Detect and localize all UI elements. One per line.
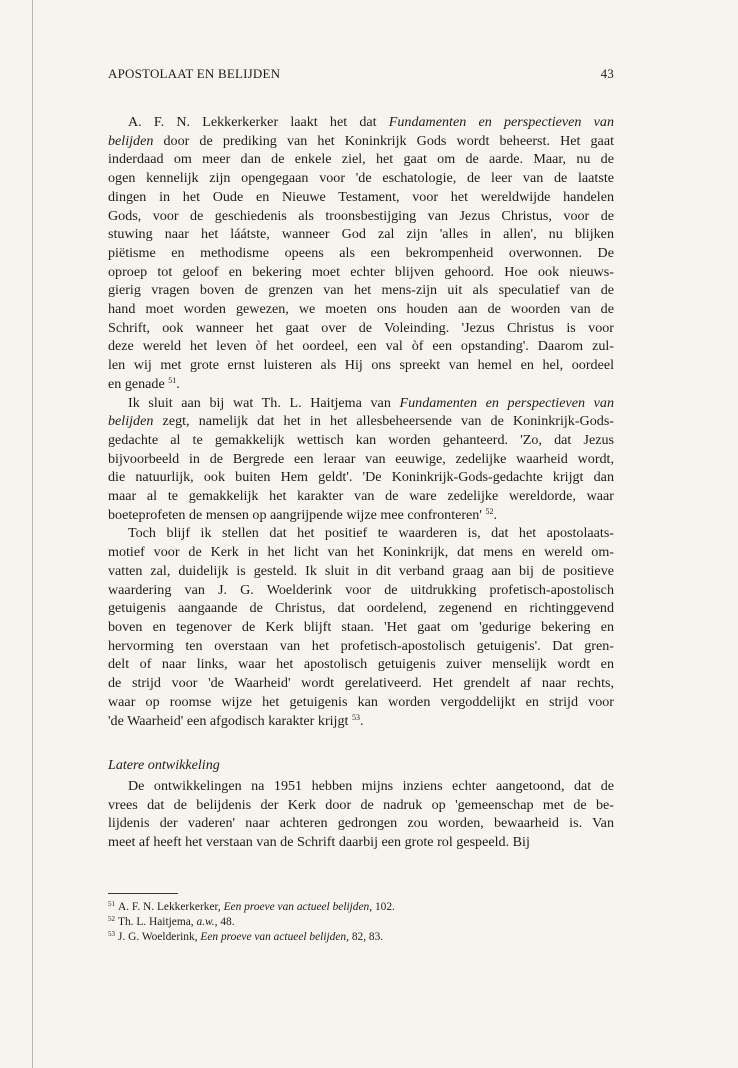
last-paragraph-line: De ontwikkelingen na 1951 hebben mijns inziens echter aangetoond, dat de: [128, 777, 614, 794]
footnote-author: Th. L. Haitjema,: [118, 916, 194, 928]
paragraph-line: hervorming ten overstaan van het profetisch-apostolisch getuigenis'. Dat gren-: [108, 637, 614, 654]
footnote-number: 52: [108, 915, 115, 923]
running-title: APOSTOLAAT EN BELIJDEN: [108, 66, 281, 81]
footnote-number: 53: [108, 930, 115, 938]
paragraph-line: Schrift, ook wanneer het gaat over de Voleinding. 'Jezus Christus is voor: [108, 319, 614, 336]
page-edge: [32, 0, 33, 1068]
paragraph-line: waardering van J. G. Woelderink voor de uitdrukking profetisch-apostolisch: [108, 581, 614, 598]
paragraph-line: belijden door de prediking van het Koninkrijk Gods wordt beheerst. Het gaat: [108, 132, 614, 149]
paragraph-line: oproep tot geloof en bekering moet echter blijven gehoord. Hoe ook nieuws-: [108, 263, 614, 280]
paragraph-line: delt of naar links, waar het apostolisch getuigenis zuiver menselijk wordt en: [108, 656, 614, 673]
footnote-rule: [108, 893, 178, 894]
footnote-number: 51: [108, 900, 115, 908]
paragraph: [108, 113, 614, 394]
footnote-title: Een proeve van actueel belijden,: [200, 931, 349, 943]
last-paragraph-line: meet af heeft het verstaan van de Schrift daarbij een grote rol gespeeld. Bij: [108, 834, 530, 851]
running-header: [108, 66, 614, 82]
subheading: Latere ontwikkeling: [108, 757, 220, 774]
paragraph-line: Ik sluit aan bij wat Th. L. Haitjema van Fundamenten en perspectieven van: [128, 394, 614, 411]
paragraph-line: deze wereld het leven òf het oordeel, een val òf een opstanding'. Daarom zul-: [108, 338, 614, 355]
paragraph-line: gierig vragen boven de grenzen van het mens-zijn uit als speculatief van de: [108, 282, 614, 299]
footnote-title: a.w.,: [196, 916, 218, 928]
paragraph-line: bijvoorbeeld in de Bergrede een leraar van eeuwige, zedelijke waarheid wordt,: [108, 450, 614, 467]
paragraph-line: getuigenis aangaande de Christus, dat oordelend, zegenend en richtinggevend: [108, 600, 614, 617]
paragraph-line: 'de Waarheid' een afgodisch karakter krijgt $^{53}$.: [108, 712, 364, 729]
paragraph-line: gedachte al te gemakkelijk wettisch kan worden gehanteerd. 'Zo, dat Jezus: [108, 431, 614, 448]
paragraph-line: Gods, voor de geschiedenis als troonsbestijging van Jezus Christus, voor de: [108, 207, 614, 224]
paragraph-line: hand moet worden gewezen, we moeten ons houden aan de woorden van de: [108, 301, 614, 318]
footnote: [108, 900, 614, 915]
paragraphs: [108, 113, 614, 730]
footnote-pages: 102.: [374, 901, 395, 913]
paragraph-line: piëtisme en methodisme opeens als een bekrompenheid overwonnen. De: [108, 244, 614, 261]
paragraph-line: boeteprofeten de mensen op aangrijpende wijze mee confronteren' $^{52}$.: [108, 506, 497, 523]
footnote-reference: 52: [485, 506, 494, 516]
paragraph-line: maar al te gemakkelijk het karakter van de ware zedelijke wereldorde, waar: [108, 488, 614, 505]
paragraph: [108, 524, 614, 730]
footnote-title: Een proeve van actueel belijden,: [223, 901, 373, 913]
footnotes: [108, 900, 614, 945]
paragraph-line: inderdaad om meer dan de enkele ziel, het gaat om de aarde. Maar, nu de: [108, 151, 614, 168]
paragraph-line: die natuurlijk, ook buiten Hem geldt'. 'De Koninkrijk-Gods-gedachte krijgt dan: [108, 469, 614, 486]
paragraph-line: dingen in het Oude en Nieuwe Testament, voor het wereldwijde handelen: [108, 188, 614, 205]
last-paragraph-line: vrees dat de belijdenis der Kerk door de nadruk op 'gemeenschap met de be-: [108, 796, 614, 813]
paragraph: [108, 394, 614, 525]
footnote: [108, 915, 614, 930]
footnote-pages: 82, 83.: [351, 931, 384, 943]
main-text: [108, 113, 614, 852]
footnote: [108, 930, 614, 945]
paragraph-line: boven en tegenover de Kerk blijft staan. 'Het gaat om 'gedurige bekering en: [108, 618, 614, 635]
paragraph-line: ogen kennelijk zijn opengegaan voor 'de eschatologie, de leer van de laatste: [108, 170, 614, 187]
footnote-author: J. G. Woelderink,: [118, 931, 198, 943]
page-number: 43: [600, 66, 614, 81]
paragraph-line: Toch blijf ik stellen dat het positief te waarderen is, dat het apostolaats-: [128, 525, 614, 542]
footnote-author: A. F. N. Lekkerkerker,: [118, 901, 221, 913]
paragraph-line: stuwing naar het láátste, wanneer God zal zijn 'alles in allen', nu blijken: [108, 226, 614, 243]
paragraph-line: de strijd voor 'de Waarheid' wordt gerelativeerd. Het grendelt af naar rechts,: [108, 675, 614, 692]
footnote-pages: 48.: [220, 916, 235, 928]
paragraph-line: len wij met grote ernst luisteren als Hij ons spreekt van hemel en hel, oordeel: [108, 357, 614, 374]
paragraph-line: en genade $^{51}$.: [108, 375, 180, 392]
last-paragraph: [108, 777, 614, 852]
footnote-reference: 53: [351, 712, 360, 722]
paragraph-line: motief voor de Kerk in het licht van het Koninkrijk, dat mens en wereld om-: [108, 544, 614, 561]
last-paragraph-line: lijdenis der vaderen' naar achteren gedrongen zou worden, bewaarheid is. Van: [108, 815, 614, 832]
paragraph-line: A. F. N. Lekkerkerker laakt het dat Fundamenten en perspectieven van: [128, 114, 614, 130]
footnote-reference: 51: [168, 375, 177, 385]
paragraph-line: waar op roomse wijze het getuigenis kan worden vergoddelijkt en strijd voor: [108, 693, 614, 710]
paragraph-line: belijden zegt, namelijk dat het in het allesbeheersende van de Koninkrijk-Gods-: [108, 413, 614, 430]
paragraph-line: vatten zal, duidelijk is gesteld. Ik sluit in dit verband graag aan bij de positieve: [108, 562, 614, 579]
